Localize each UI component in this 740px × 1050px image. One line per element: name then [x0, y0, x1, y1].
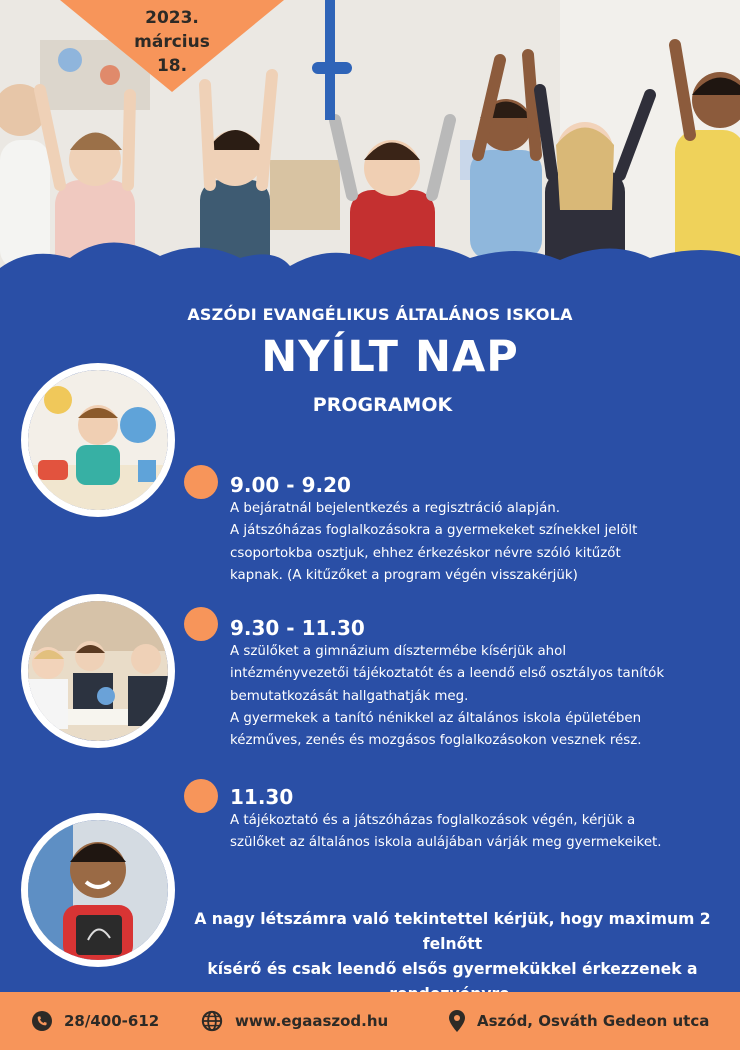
photo-child-classroom	[21, 363, 175, 517]
date-text	[60, 6, 284, 78]
description-line: kapnak. (A kitűzőket a program végén visszakérjük)	[230, 567, 578, 583]
description-line: kézműves, zenés és mozgásos foglalkozásokon vesznek rész.	[230, 733, 642, 749]
time-slot-3: 11.30	[230, 785, 294, 809]
description-line: A tájékoztató és a játszóházas foglalkozások végén, kérjük a	[230, 813, 636, 828]
timeline-dot	[184, 465, 218, 499]
timeline-dot	[184, 607, 218, 641]
note-line: kísérő és csak leendő elsős gyermekükkel érkezzenek a	[207, 960, 698, 978]
page-title: NYÍLT NAP	[261, 332, 519, 382]
phone-icon	[32, 1011, 52, 1031]
globe-icon	[201, 1010, 223, 1032]
page-subtitle: PROGRAMOK	[312, 394, 453, 416]
date-day: 18.	[156, 56, 188, 76]
time-slot-1-description	[230, 498, 710, 587]
cloud-edge	[0, 228, 740, 308]
footer-address	[449, 992, 709, 1050]
time-slot-1: 9.00 - 9.20	[230, 473, 351, 497]
date-badge	[60, 0, 284, 92]
location-pin-icon	[449, 1010, 465, 1032]
description-line: A bejáratnál bejelentkezés a regisztráció alapján.	[230, 501, 561, 516]
photo-boy-chalkboard	[21, 813, 175, 967]
description-line: bemutatkozását hallgathatják meg.	[230, 688, 469, 704]
description-line: A játszóházas foglalkozásokra a gyermekeket színekkel jelölt	[230, 523, 638, 539]
school-name: ASZÓDI EVANGÉLIKUS ÁLTALÁNOS ISKOLA	[187, 305, 573, 324]
description-line: intézményvezetői tájékoztatót és a leendő első osztályos tanítók	[230, 666, 665, 682]
timeline-dot	[184, 779, 218, 813]
date-month: március	[134, 32, 210, 52]
time-slot-3-description	[230, 810, 710, 855]
time-slot-2: 9.30 - 11.30	[230, 616, 365, 640]
description-line: szülőket az általános iskola aulájában várják meg gyermekeiket.	[230, 835, 662, 851]
footer-website[interactable]	[201, 992, 388, 1050]
address-text: Aszód, Osváth Gedeon utca	[477, 1012, 710, 1030]
time-slot-2-description	[230, 641, 710, 752]
note-line: A nagy létszámra való tekintettel kérjük, hogy maximum 2 felnőtt	[194, 910, 711, 953]
description-line: csoportokba osztjuk, ehhez érkezéskor névre szóló kitűzőt	[230, 545, 621, 561]
website-link: www.egaaszod.hu	[235, 1012, 389, 1030]
description-line: A gyermekek a tanító nénikkel az általános iskola épületében	[230, 710, 642, 726]
footer-phone[interactable]	[32, 992, 159, 1050]
photo-children-reading	[21, 594, 175, 748]
phone-number: 28/400-612	[64, 1012, 160, 1030]
contact-footer	[0, 992, 740, 1050]
description-line: A szülőket a gimnázium dísztermébe kísérjük ahol	[230, 644, 567, 659]
date-year: 2023.	[145, 8, 199, 28]
